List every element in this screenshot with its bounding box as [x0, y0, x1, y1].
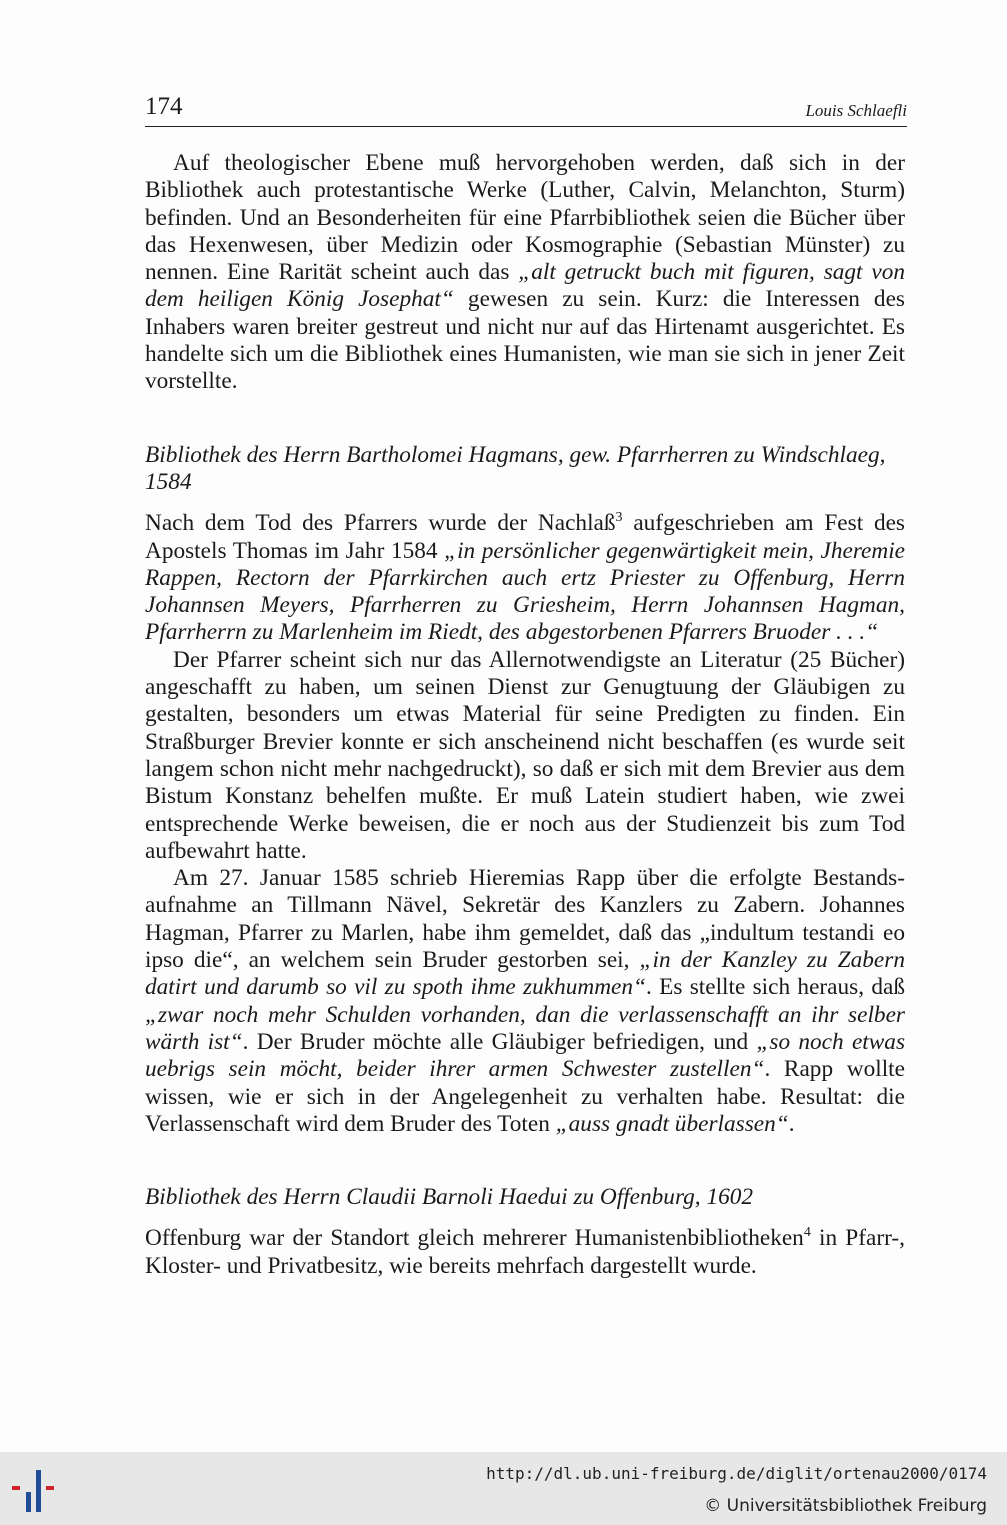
page-number: 174 [145, 93, 183, 120]
text-run: . Rapp wollte wissen, wie er sich in der Angelegenheit zu verhalten habe. Resultat: die Verlassenschaft wird dem Bruder des Toten [145, 1056, 905, 1137]
permalink-url[interactable]: http://dl.ub.uni-freiburg.de/diglit/ortenau2000/0174 [486, 1464, 987, 1483]
text-run: in Pfarr-, Kloster- und Privatbesitz, wie bereits mehrfach dargestellt wurde. [145, 1225, 905, 1279]
text-run: Nach dem Tod des Pfarrers wurde der Nachlaß [145, 510, 616, 537]
text-run: Am 27. Januar 1585 schrieb Hieremias Rapp über die erfolgte Bestandsaufnahme an Tillmann Nävel, Sekretär des Kanzlers zu Zabern. Johannes Hagman, Pfarrer zu Marlen, habe ihm gemeldet, daß das „indultum testandi eo ipso die“, an welchem sein Bruder gestorben sei, [145, 865, 905, 974]
text-run: Offenburg war der Standort gleich mehrerer Humanistenbibliotheken [145, 1225, 804, 1252]
viewer-footer [0, 1452, 1007, 1525]
text-run: Der Pfarrer scheint sich nur das Allernotwendigste an Literatur (25 Bücher) angeschafft zu haben, um seinen Dienst zur Genugtuung der Gläubigen zu gestalten, besonders um etwas Material für seine Predigten zu finden. Ein Straßburger Brevier konnte er sich anscheinend nicht beschaffen (es wurde seit langem schon nicht mehr nachgedruckt), so daß er sich mit dem Brevier aus dem Bistum Konstanz behelfen mußte. Er muß Latein studiert haben, wie zwei entsprechende Werke beweisen, die er noch aus der Studienzeit bis zum Tod aufbewahrt hatte. [145, 646, 905, 864]
paragraph [145, 150, 905, 396]
quoted-text: „so noch etwas uebrigs sein möcht, beider ihrer armen Schwester zustellen“ [145, 1028, 906, 1083]
quoted-text: Bibliothek des Herrn Claudii Barnoli Haedui zu Offenburg, 1602 [145, 1184, 754, 1211]
quoted-text: „in der Kanzley zu Zabern datirt und darumb so vil zu spoth ihme zukhummen“ [145, 947, 905, 1001]
footnote-ref[interactable]: 3 [615, 509, 623, 525]
page-header [145, 92, 907, 127]
ub-freiburg-logo-icon[interactable] [12, 1466, 64, 1512]
quoted-text: „alt getruckt buch mit figuren, sagt von dem heiligen König Josephat“ [145, 259, 906, 313]
paragraph [145, 865, 905, 1138]
section-heading [145, 442, 905, 497]
paragraph [145, 510, 905, 646]
footnote-ref[interactable]: 4 [803, 1224, 811, 1240]
text-run: . Es stellte sich heraus, daß [645, 974, 905, 1001]
quoted-text: „in persönlicher gegenwärtigkeit mein, Jheremie Rappen, Rectorn der Pfarrkirchen auch ertz Priester zu Offenburg, Herrn Johannsen Meyers, Pfarrherren zu Griesheim, Herrn Johannsen Hagman, Pfarrherrn zu Marlenheim im Riedt, des abgestorbenen Pfarrers Bruoder . . .“ [145, 537, 906, 646]
copyright-notice: © Universitätsbibliothek Freiburg [704, 1496, 987, 1516]
text-run: gewesen zu sein. Kurz: die Interessen des Inhabers waren breiter gestreut und nicht nur auf das Hirtenamt ausgerichtet. Es handelte sich um die Bibliothek eines Humanisten, wie man sie sich in jener Zeit vorstellte. [145, 286, 905, 395]
running-head-author: Louis Schlaefli [805, 101, 907, 120]
section-heading [145, 1184, 905, 1211]
paragraph [145, 1225, 905, 1280]
text-run: aufgeschrieben am Fest des Apostels Thomas im Jahr 1584 [145, 510, 905, 564]
text-run: . [788, 1110, 795, 1137]
quoted-text: Bibliothek des Herrn Bartholomei Hagmans, gew. Pfarrherren zu Windschlaeg, 1584 [145, 441, 886, 495]
quoted-text: „auss gnadt überlassen“ [555, 1110, 789, 1137]
quoted-text: „zwar noch mehr Schulden vorhanden, dan die verlassenschafft an ihr selber wärth ist“ [145, 1001, 905, 1055]
body-text [145, 150, 905, 1280]
text-run: . Der Bruder möchte alle Gläubiger befriedigen, und [242, 1028, 757, 1055]
text-run: Auf theologischer Ebene muß hervorgehoben werden, daß sich in der Bibliothek auch protestantische Werke (Luther, Calvin, Melanchton, Sturm) befinden. Und an Besonderheiten für eine Pfarrbibliothek seien die Bücher über das Hexenwesen, über Medizin oder Kosmographie (Sebastian Münster) zu nennen. Eine Rarität scheint auch das [145, 150, 905, 286]
paragraph [145, 647, 905, 865]
